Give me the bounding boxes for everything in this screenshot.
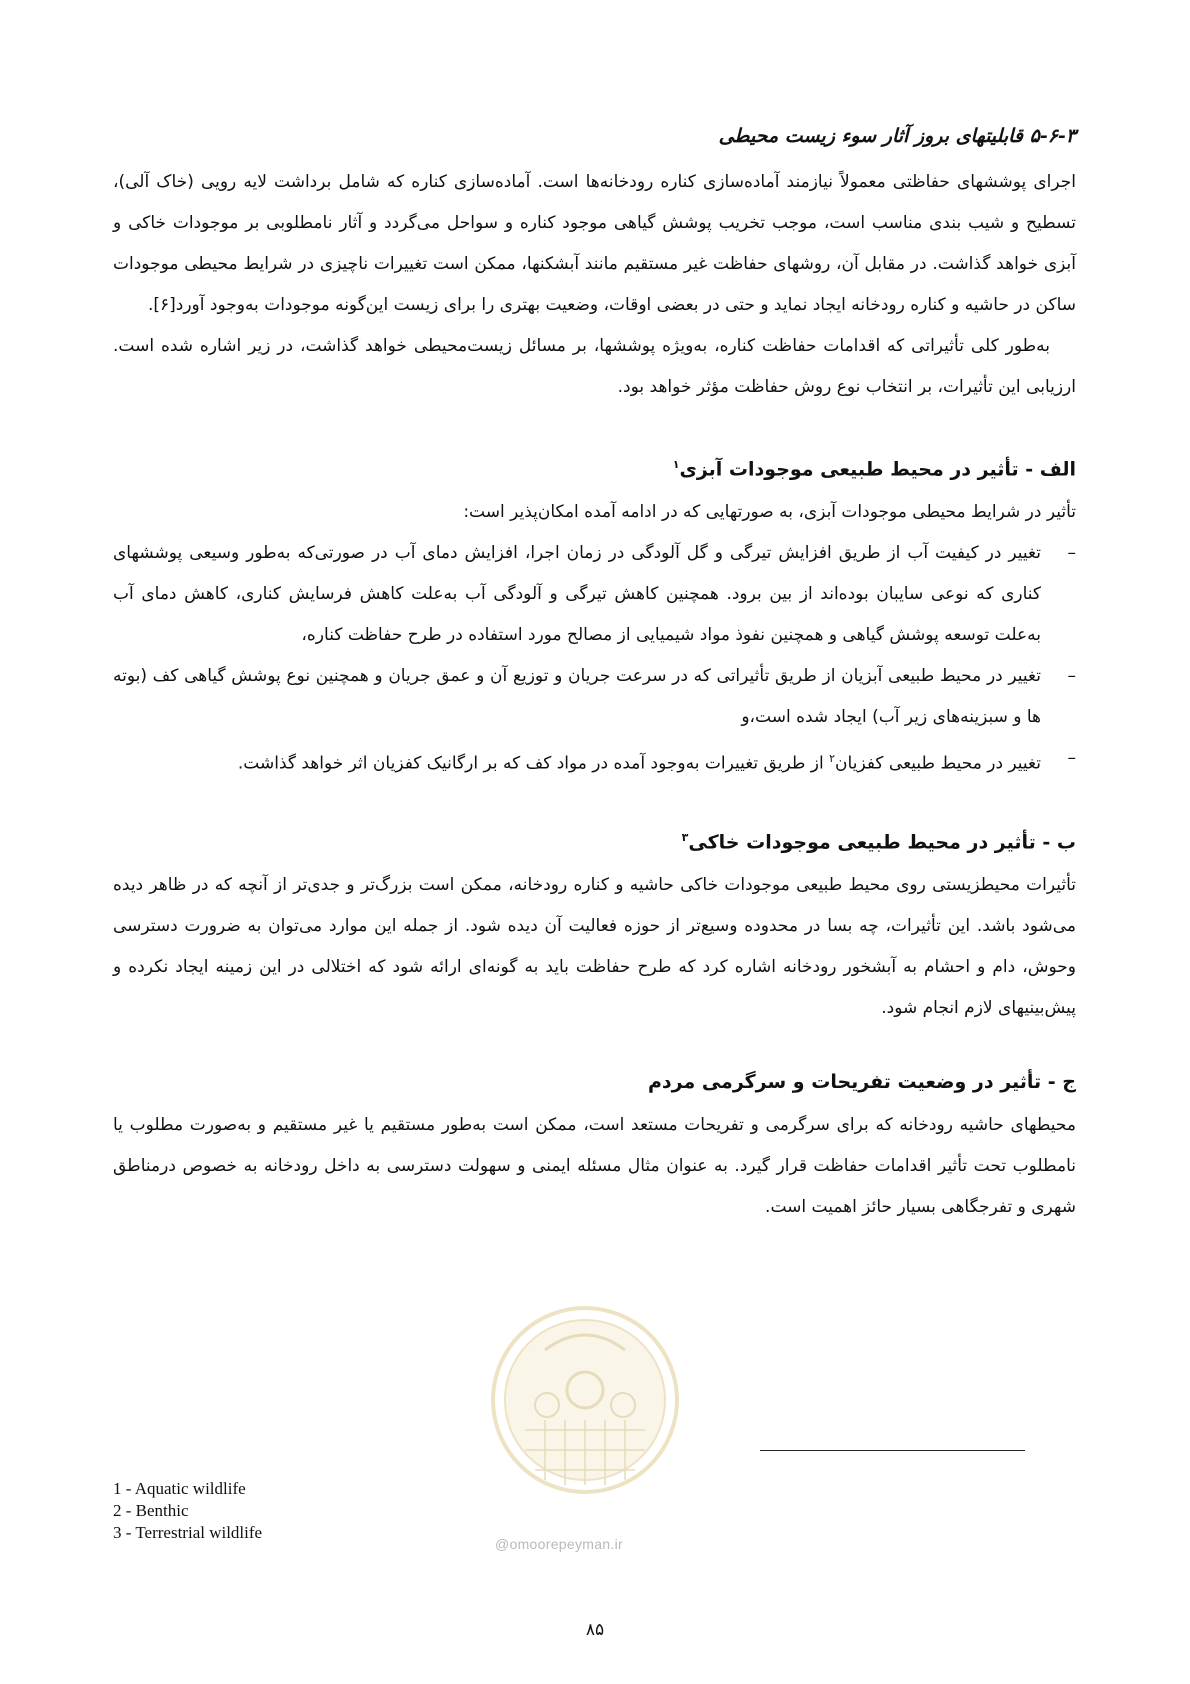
section-heading: ۵-۶-۳ قابلیتهای بروز آثار سوء زیست محیطی <box>718 125 1076 147</box>
footnote-ref-3: ۳ <box>681 830 689 844</box>
subsection-b-body: تأثیرات محیطزیستی روی محیط طبیعی موجودات خاکی حاشیه و کناره رودخانه، ممکن است بزرگ‌تر و جدی‌تر از آنچه که در ظاهر دیده می‌شود باشد. این تأثیرات، چه بسا در محدوده وسیع‌تر از حوزه فعالیت آن دیده شود. از جمله این موارد می‌توان به ضرورت دسترسی وحوش، دام و احشام به آبشخور رودخانه اشاره کرد که طرح حفاظت باید به گونه‌ای ارائه شود که اختلالی در این زمینه ایجاد نکرده و پیش‌بینیهای لازم انجام شود. <box>113 875 1076 1019</box>
list-item <box>113 656 1076 738</box>
subsection-c-title: ج - تأثیر در وضعیت تفریحات و سرگرمی مردم <box>647 1071 1076 1094</box>
footnote-3: 3 - Terrestrial wildlife <box>113 1523 263 1542</box>
dash-bullet-icon: – <box>1067 666 1076 687</box>
subsection-a-lead: تأثیر در شرایط محیطی موجودات آبزی، به صورتهایی که در ادامه آمده امکان‌پذیر است: <box>463 502 1076 523</box>
footnote-divider <box>760 1450 1025 1451</box>
list-item <box>113 738 1076 785</box>
dash-bullet-icon: – <box>1067 748 1076 769</box>
dash-bullet-icon: – <box>1067 543 1076 564</box>
watermark-text: @omoorepeyman.ir <box>495 1536 623 1552</box>
watermark-seal-icon <box>485 1280 685 1540</box>
subsection-a-title <box>113 448 1076 486</box>
list-item-text: تغییر در محیط طبیعی کفزیان <box>835 753 1041 774</box>
footnotes <box>113 1478 262 1544</box>
page-number: ۸۵ <box>585 1620 605 1640</box>
subsection-b-title <box>113 821 1076 859</box>
document-body <box>113 120 1076 1228</box>
list-item-text: تغییر در کیفیت آب از طریق افزایش تیرگی و گل آلودگی در زمان اجرا، افزایش دمای آب در صورتی‌که به‌طور وسیعی پوششهای کناری که نوعی سایبان بوده‌اند از بین برود. همچنین کاهش تیرگی و آلودگی آب به‌علت کاهش فرسایش کناری، کاهش دمای آب به‌علت توسعه پوشش گیاهی و همچنین نفوذ مواد شیمیایی از مصالح مورد استفاده در طرح حفاظت کناره، <box>113 543 1041 646</box>
intro-paragraph-2: به‌طور کلی تأثیراتی که اقدامات حفاظت کناره، به‌ویژه پوششها، بر مسائل زیست‌محیطی خواهد گذاشت، در زیر اشاره شده است. ارزیابی این تأثیرات، بر انتخاب نوع روش حفاظت مؤثر خواهد بود. <box>113 336 1076 397</box>
intro-paragraph-1: اجرای پوششهای حفاظتی معمولاً نیازمند آماده‌سازی کناره رودخانه‌ها است. آماده‌سازی کناره که شامل برداشت لایه رویی (خاک آلی)، تسطیح و شیب بندی مناسب است، موجب تخریب پوشش گیاهی موجود کناره و سواحل می‌گردد و آثار نامطلوبی بر موجودات خاکی و آبزی خواهد گذاشت. در مقابل آن، روشهای حفاظت غیر مستقیم مانند آبشکنها، ممکن است تغییرات ناچیزی در شرایط محیطی موجودات ساکن در حاشیه و کناره رودخانه ایجاد نماید و حتی در بعضی اوقات، وضعیت بهتری را برای زیست این‌گونه موجودات به‌وجود آورد[۶]. <box>113 172 1076 315</box>
list-item-text: تغییر در محیط طبیعی آبزیان از طریق تأثیراتی که در سرعت جریان و توزیع آن و عمق جریان و همچنین نوع پوشش گیاهی کف (بوته ها و سبزینه‌های زیر آب) ایجاد شده است،و <box>113 666 1041 728</box>
footnote-ref-2: ۲ <box>829 752 836 766</box>
subsection-a-title-text: الف - تأثیر در محیط طبیعی موجودات آبزی <box>679 458 1076 481</box>
footnote-1: 1 - Aquatic wildlife <box>113 1479 246 1498</box>
subsection-a-list <box>113 533 1076 785</box>
footnote-2: 2 - Benthic <box>113 1501 189 1520</box>
subsection-b-title-text: ب - تأثیر در محیط طبیعی موجودات خاکی <box>688 831 1076 854</box>
list-item <box>113 533 1076 656</box>
list-item-text-continued: از طریق تغییرات به‌وجود آمده در مواد کف که بر ارگانیک کفزیان اثر خواهد گذاشت. <box>237 753 830 774</box>
subsection-c-body: محیطهای حاشیه رودخانه که برای سرگرمی و تفریحات مستعد است، ممکن است به‌طور مستقیم یا غیر مستقیم و به‌صورت مطلوب یا نامطلوب تحت تأثیر اقدامات حفاظت قرار گیرد. به عنوان مثال مسئله ایمنی و سهولت دسترسی به داخل رودخانه به خصوص درمناطق شهری و تفرجگاهی بسیار حائز اهمیت است. <box>113 1115 1076 1218</box>
footnote-ref-1: ۱ <box>672 458 680 471</box>
